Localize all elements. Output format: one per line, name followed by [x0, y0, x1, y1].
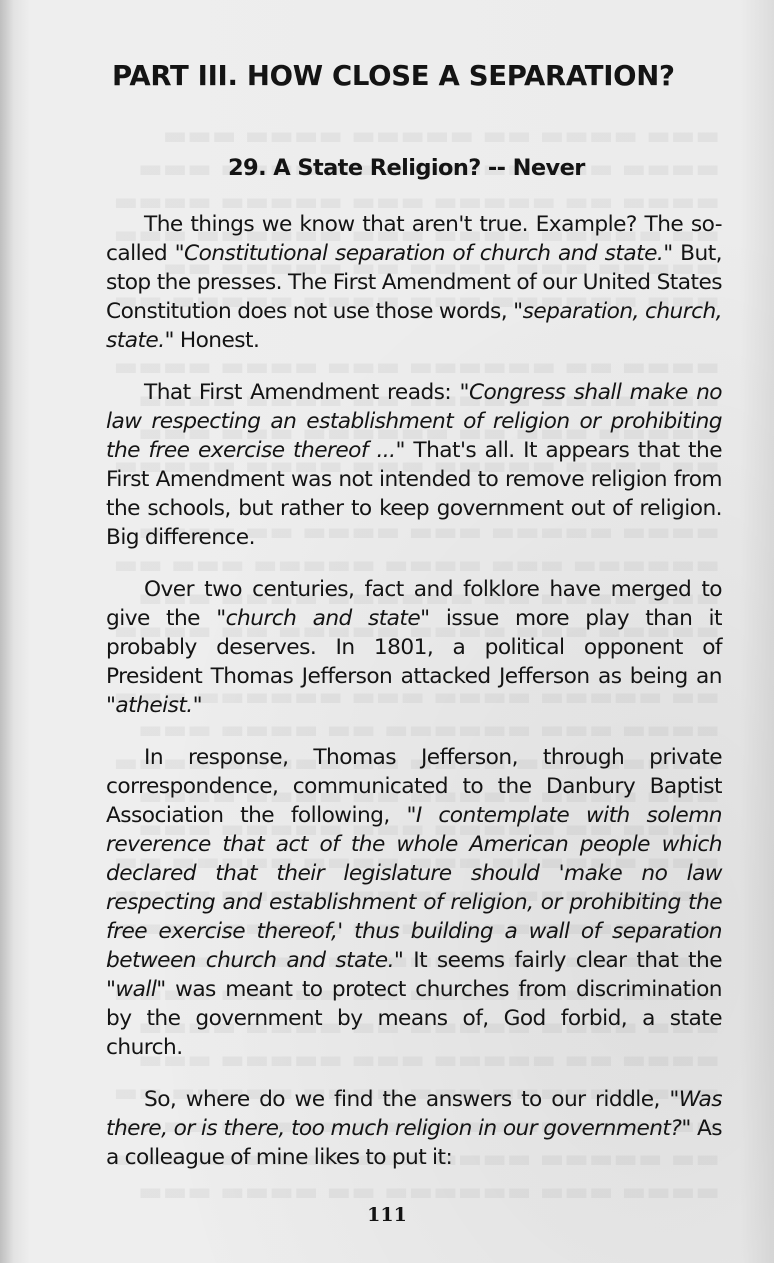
text-segment: That's all. It appears that the First Amendment was not intended to remove religion from the schools, but rather to keep government out of religion. Big difference. [106, 438, 722, 550]
paragraph [106, 378, 722, 552]
section-heading: 29. A State Religion? -- Never [228, 155, 585, 181]
text-segment: was meant to protect churches from discrimination by the government by means of, God forbid, a state church. [106, 977, 722, 1060]
text-segment: Over two centuries, fact and folklore have merged to give the [106, 577, 722, 631]
text-segment: issue more play than it probably deserves. In 1801, a political opponent of President Thomas Jefferson attacked Jefferson as being an [106, 606, 722, 689]
paragraph [106, 210, 722, 355]
italic-segment: "Constitutional separation of church and state." [174, 241, 673, 266]
page-number: 111 [367, 1204, 407, 1226]
italic-segment: "church and state" [216, 606, 430, 631]
paragraph [106, 575, 722, 720]
text-segment: The things we know that aren't true. Example? The so-called [106, 212, 722, 266]
text-segment: It seems fairly clear that the [403, 948, 722, 973]
part-heading: PART III. HOW CLOSE A SEPARATION? [112, 60, 675, 92]
text-segment: " Honest. [164, 328, 260, 353]
italic-segment: separation, church, state. [106, 299, 722, 353]
italic-segment: "atheist." [106, 693, 203, 718]
body-text [106, 210, 722, 1195]
text-segment: In response, Thomas Jefferson, through private correspondence, communicated to the Danbury Baptist Association the following, [106, 745, 722, 828]
page-gutter-shadow [0, 0, 14, 1263]
text-segment: That First Amendment reads: [144, 380, 460, 405]
italic-segment: "Congress shall make no law respecting an establishment of religion or prohibiting the free exercise thereof ..." [106, 380, 722, 463]
italic-segment: "wall" [106, 977, 166, 1002]
paragraph [106, 1085, 722, 1172]
italic-segment: Was there, or is there, too much religion in our government? [106, 1087, 722, 1141]
text-segment: But, stop the presses. The First Amendment of our United States Constitution does not use those words, " [106, 241, 722, 324]
italic-segment: "I contemplate with solemn reverence that act of the whole American people which declared that their legislature should 'make no law respecting and establishment of religion, or prohibiting the free exercise thereof,' thus building a wall of separation between church and state." [106, 803, 722, 973]
text-segment: " As a colleague of mine likes to put it: [106, 1116, 722, 1170]
paragraph [106, 743, 722, 1062]
text-segment: So, where do we find the answers to our riddle, " [144, 1087, 679, 1112]
